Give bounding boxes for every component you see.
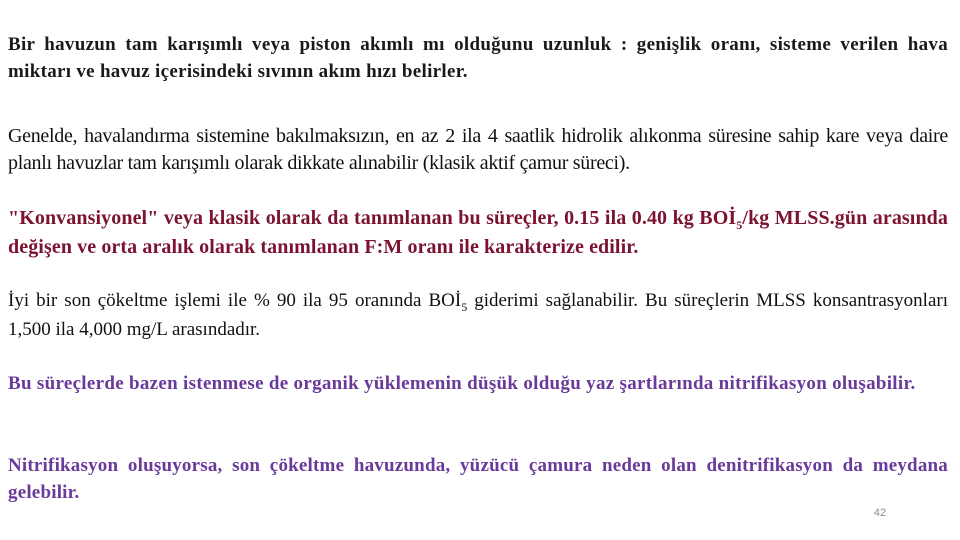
- paragraph-mixing-regime: Bir havuzun tam karışımlı veya piston akımlı mı olduğunu uzunluk : genişlik oranı, sisteme verilen hava miktarı ve havuz içerisindeki sıvının akım hızı belirler.: [8, 34, 948, 82]
- paragraph-nitrification: Bu süreçlerde bazen istenmese de organik yüklemenin düşük olduğu yaz şartlarında nitrifikasyon oluşabilir.: [8, 373, 916, 394]
- paragraph-conventional-text-start: "Konvansiyonel" veya klasik olarak da tanımlanan bu süreçler, 0.15 ila 0.40 kg BOİ: [8, 207, 737, 229]
- paragraph-denitrification: Nitrifikasyon oluşuyorsa, son çökeltme havuzunda, yüzücü çamura neden olan denitrifikasyon da meydana gelebilir.: [8, 455, 948, 503]
- paragraph-complete-mix-tanks: Genelde, havalandırma sistemine bakılmaksızın, en az 2 ila 4 saatlik hidrolik alıkonma süresine sahip kare veya daire planlı havuzlar tam karışımlı olarak dikkate alınabilir (klasik aktif çamur süreci).: [8, 125, 948, 174]
- paragraph-conventional-text-end: /kg MLSS.gün arasında değişen ve orta aralık olarak tanımlanan F:M oranı ile karakterize edilir.: [8, 207, 949, 258]
- bod-subscript: 5: [736, 218, 743, 232]
- bod-subscript: 5: [461, 300, 468, 314]
- page-number: 42: [873, 507, 887, 519]
- paragraph-bod-text-end: giderimi sağlanabilir. Bu süreçlerin MLSS konsantrasyonları 1,500 ila 4,000 mg/L arasındadır.: [8, 290, 948, 340]
- paragraph-bod-text-start: İyi bir son çökeltme işlemi ile % 90 ila 95 oranında BOİ: [8, 290, 462, 311]
- paragraph-conventional-process: [8, 205, 948, 261]
- paragraph-bod-removal: [8, 287, 948, 343]
